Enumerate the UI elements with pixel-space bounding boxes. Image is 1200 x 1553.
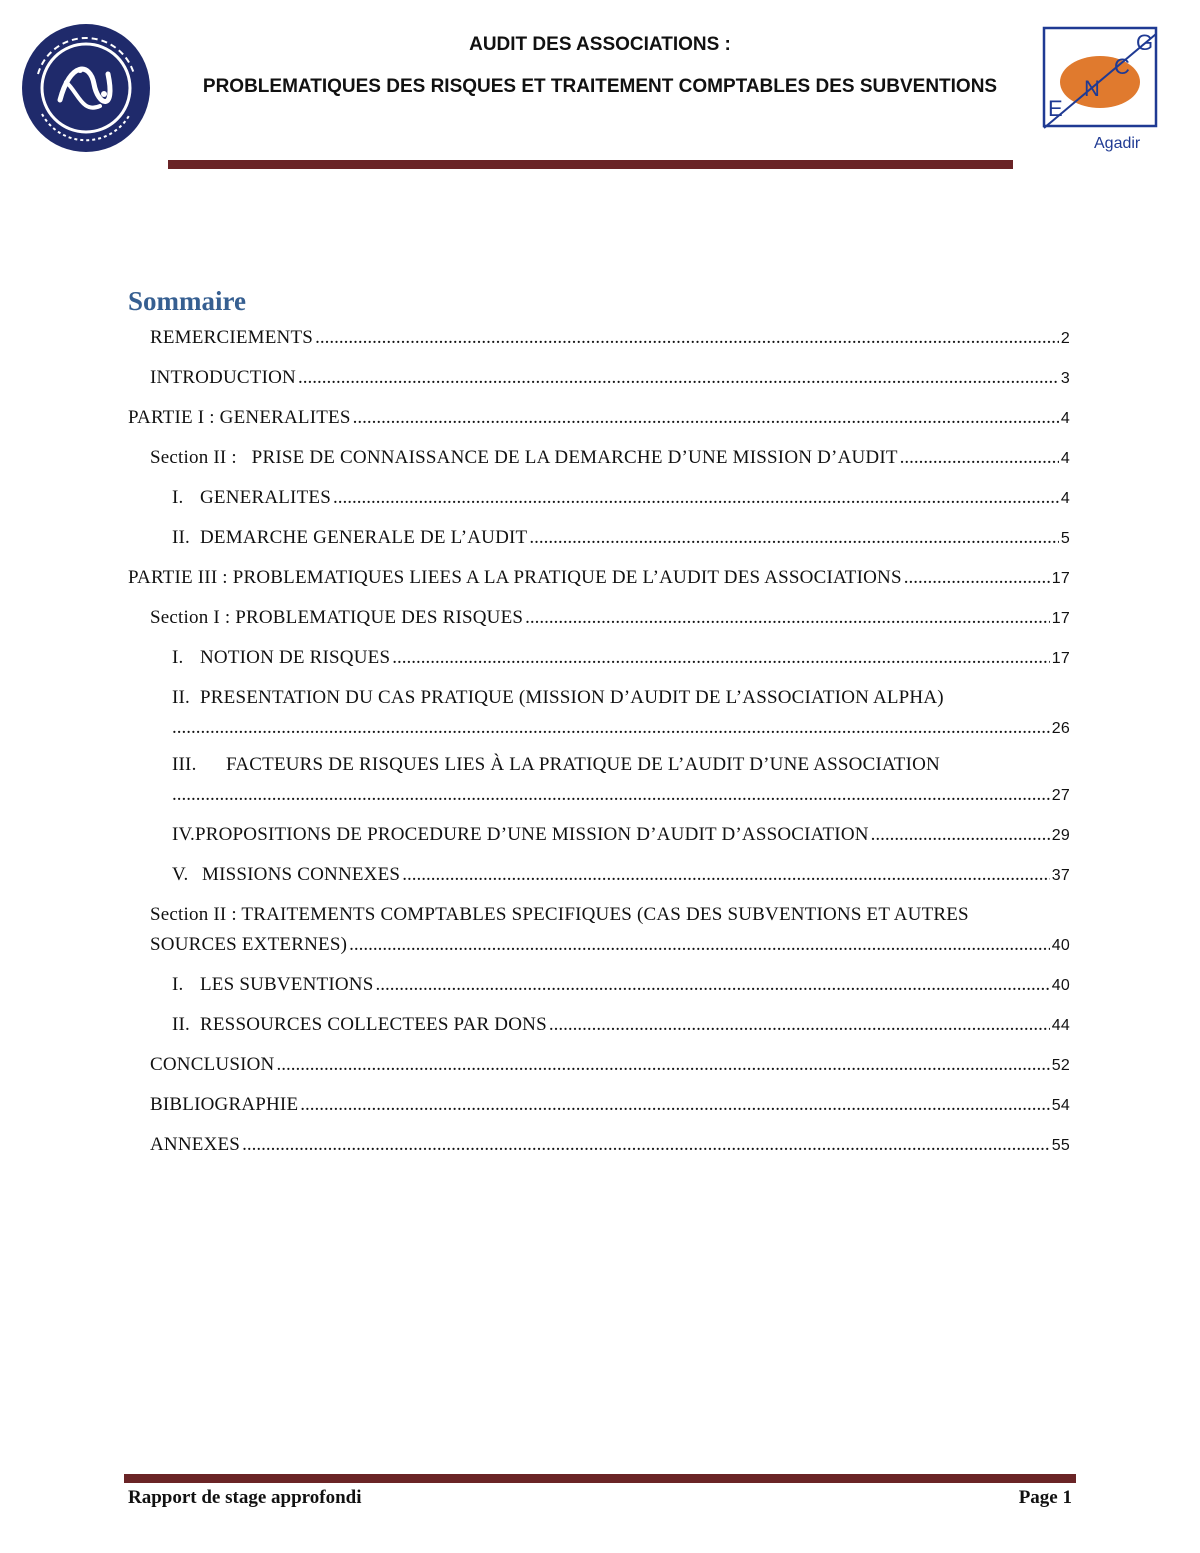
logo-city: Agadir (1094, 135, 1141, 152)
toc-entry-section-1-risques[interactable] (150, 603, 1070, 634)
toc-entry-page: 44 (1051, 1017, 1070, 1034)
toc-entry-label: REMERCIEMENTS (150, 327, 314, 348)
toc-entry-label (172, 1010, 547, 1040)
footer-report-title: Rapport de stage approfondi (128, 1487, 362, 1508)
toc-entry-page: 4 (1060, 450, 1070, 467)
toc-entry-label: INTRODUCTION (150, 367, 296, 388)
toc-entry-page: 17 (1051, 570, 1070, 587)
toc-entry-cas-pratique[interactable] (172, 713, 1070, 744)
toc-entry-label (172, 643, 390, 673)
toc-title: Sommaire (128, 286, 246, 316)
toc-entry-label: PARTIE III : PROBLEMATIQUES LIEES A LA PRATIQUE DE L’AUDIT DES ASSOCIATIONS (128, 567, 902, 588)
toc-entry-number: V. (172, 864, 189, 885)
toc-entry-bibliographie[interactable] (150, 1090, 1070, 1121)
toc-entry-section-2-traitements-line1[interactable]: Section II : TRAITEMENTS COMPTABLES SPECIFIQUES (CAS DES SUBVENTIONS ET AUTRES (150, 904, 969, 925)
toc-leader-dots (298, 363, 1059, 393)
toc-leader-dots (900, 443, 1059, 473)
footer-rule (124, 1474, 1076, 1483)
toc-leader-dots (172, 713, 1050, 743)
toc-entry-page: 27 (1051, 787, 1070, 804)
toc-entry-page: 55 (1051, 1137, 1070, 1154)
toc-leader-dots (871, 820, 1050, 850)
toc-entry-number: I. (172, 647, 184, 668)
toc-entry-page: 52 (1051, 1057, 1070, 1074)
toc-entry-label: PARTIE I : GENERALITES (128, 407, 351, 428)
toc-entry-label (172, 483, 331, 513)
toc-entry-number: I. (172, 487, 184, 508)
toc-entry-subventions[interactable] (172, 970, 1070, 1001)
toc-entry-number: II. (172, 527, 191, 548)
logo-letter: E (1048, 96, 1063, 121)
toc-entry-text: NOTION DE RISQUES (200, 647, 391, 668)
toc-entry-section-2-traitements[interactable] (150, 930, 1070, 961)
toc-entry-number: I. (172, 974, 184, 995)
toc-entry-ressources-dons[interactable] (172, 1010, 1070, 1041)
toc-entry-page: 5 (1060, 530, 1070, 547)
footer-page-number: Page 1 (1018, 1487, 1072, 1508)
toc-entry-page: 4 (1060, 490, 1070, 507)
toc-entry-facteurs-line1[interactable] (172, 750, 940, 780)
toc-entry-missions-connexes[interactable] (172, 860, 1070, 891)
toc-entry-partie-1[interactable] (128, 403, 1070, 434)
toc-entry-introduction[interactable] (150, 363, 1070, 394)
encg-logo-icon (1040, 24, 1160, 152)
toc-leader-dots (333, 483, 1059, 513)
toc-entry-text: GENERALITES (200, 487, 331, 508)
toc-entry-text: LES SUBVENTIONS (200, 974, 374, 995)
toc-entry-text: MISSIONS CONNEXES (202, 864, 401, 885)
toc-entry-label: BIBLIOGRAPHIE (150, 1094, 299, 1115)
toc-entry-label: CONCLUSION (150, 1054, 275, 1075)
toc-entry-page: 40 (1051, 977, 1070, 994)
toc-leader-dots (402, 860, 1050, 890)
toc-entry-conclusion[interactable] (150, 1050, 1070, 1081)
toc-leader-dots (525, 603, 1050, 633)
document-header-title: AUDIT DES ASSOCIATIONS : (469, 34, 731, 55)
toc-entry-text: RESSOURCES COLLECTEES PAR DONS (200, 1014, 547, 1035)
logo-letter: N (1084, 76, 1100, 101)
toc-entry-notion-risques[interactable] (172, 643, 1070, 674)
toc-leader-dots (172, 780, 1050, 810)
toc-leader-dots (315, 323, 1059, 353)
toc-entry-label (172, 820, 869, 850)
toc-entry-propositions[interactable] (172, 820, 1070, 851)
toc-entry-page: 3 (1060, 370, 1070, 387)
toc-entry-page: 37 (1051, 867, 1070, 884)
logo-letter: C (1114, 54, 1130, 79)
toc-entry-generalites[interactable] (172, 483, 1070, 514)
toc-entry-text: DEMARCHE GENERALE DE L’AUDIT (200, 527, 528, 548)
toc-entry-label (172, 523, 527, 553)
toc-entry-section-2-demarche[interactable] (150, 443, 1070, 474)
toc-entry-number: II. (172, 1014, 191, 1035)
toc-entry-facteurs[interactable] (172, 780, 1070, 811)
toc-entry-text: PROPOSITIONS DE PROCEDURE D’UNE MISSION D’AUDIT D’ASSOCIATION (194, 824, 869, 845)
toc-entry-remerciements[interactable] (150, 323, 1070, 354)
toc-entry-label (172, 970, 373, 1000)
toc-leader-dots (549, 1010, 1050, 1040)
toc-entry-partie-3[interactable] (128, 563, 1070, 594)
toc-leader-dots (242, 1130, 1050, 1160)
toc-entry-number: II. (172, 687, 191, 708)
document-header-subtitle: PROBLEMATIQUES DES RISQUES ET TRAITEMENT COMPTABLES DES SUBVENTIONS (202, 76, 998, 97)
toc-entry-label: Section II : PRISE DE CONNAISSANCE DE LA DEMARCHE D’UNE MISSION D’AUDIT (150, 447, 898, 468)
toc-entry-text: FACTEURS DE RISQUES LIES À LA PRATIQUE DE L’AUDIT D’UNE ASSOCIATION (226, 754, 940, 775)
toc-entry-page: 40 (1051, 937, 1070, 954)
toc-leader-dots (276, 1050, 1049, 1080)
toc-leader-dots (353, 403, 1059, 433)
toc-entry-label (172, 860, 400, 890)
toc-entry-page: 4 (1060, 410, 1070, 427)
toc-entry-number: IV. (172, 824, 195, 845)
toc-leader-dots (904, 563, 1050, 593)
toc-entry-demarche-generale[interactable] (172, 523, 1070, 554)
toc-entry-page: 29 (1051, 827, 1070, 844)
toc-leader-dots (392, 643, 1050, 673)
toc-entry-label: Section I : PROBLEMATIQUE DES RISQUES (150, 607, 524, 628)
toc-entry-page: 26 (1051, 720, 1070, 737)
toc-entry-page: 2 (1060, 330, 1070, 347)
toc-entry-page: 54 (1051, 1097, 1070, 1114)
toc-leader-dots (375, 970, 1049, 1000)
logo-letter: G (1136, 30, 1154, 55)
toc-entry-page: 17 (1051, 650, 1070, 667)
toc-entry-label: SOURCES EXTERNES) (150, 934, 348, 955)
toc-entry-page: 17 (1051, 610, 1070, 627)
header-rule (168, 160, 1013, 169)
toc-entry-annexes[interactable] (150, 1130, 1070, 1161)
toc-leader-dots (529, 523, 1059, 553)
toc-leader-dots (300, 1090, 1050, 1120)
toc-entry-label: ANNEXES (150, 1134, 241, 1155)
toc-entry-cas-pratique-line1[interactable] (172, 683, 944, 713)
toc-leader-dots (349, 930, 1050, 960)
toc-entry-number: III. (172, 754, 197, 775)
toc-entry-text: PRESENTATION DU CAS PRATIQUE (MISSION D’AUDIT DE L’ASSOCIATION ALPHA) (200, 687, 944, 708)
